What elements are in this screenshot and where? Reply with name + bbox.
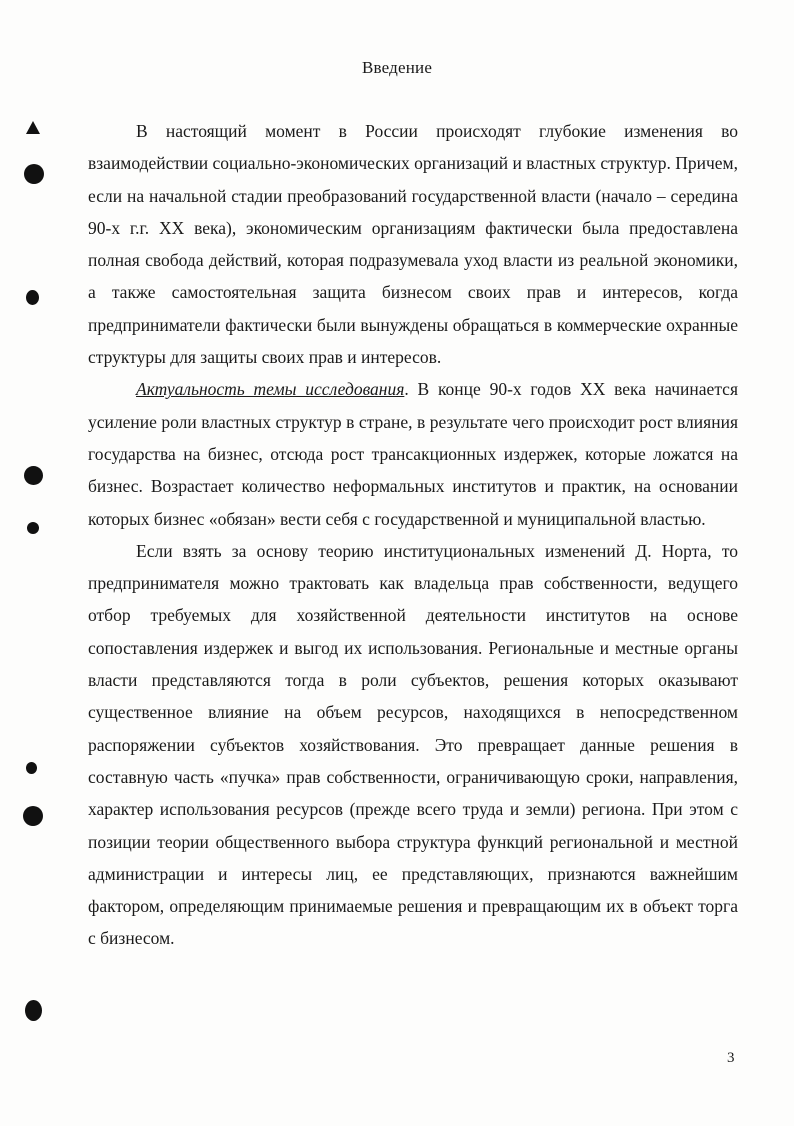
paragraph-1 (88, 115, 738, 373)
binding-mark-1 (26, 121, 40, 134)
paragraph-3 (88, 535, 738, 955)
binding-mark-2 (26, 290, 39, 305)
binding-hole-4 (25, 1000, 42, 1021)
page-title: Введение (361, 58, 433, 77)
paragraph-2 (88, 373, 738, 534)
paragraph-2-text: . В конце 90-х годов XX века начинается усиление роли властных структур в стране, в результате чего происходит рост влияния государства на бизнес, отсюда рост трансакционных издержек, которые ложатся на бизнес. Возрастает количество неформальных институтов и практик, на основании которых бизнес «обязан» вести себя с государственной и муниципальной властью. (88, 379, 738, 529)
relevance-heading: Актуальность темы исследования (136, 379, 405, 400)
paragraph-3-text: Если взять за основу теорию институциональных изменений Д. Норта, то предпринимателя можно трактовать как владельца прав собственности, ведущего отбор требуемых для хозяйственной деятельности институтов на основе сопоставления издержек и выгод их использования. Региональные и местные органы власти представляются тогда в роли субъектов, решения которых оказывают существенное влияние на объем ресурсов, находящихся в непосредственном распоряжении субъектов хозяйствования. Это превращает данные решения в составную часть «пучка» прав собственности, ограничивающую сроки, направления, характер использования ресурсов (прежде всего труда и земли) региона. При этом с позиции теории общественного выбора структура функций региональной и местной администрации и интересы лиц, ее представляющих, признаются важнейшим фактором, определяющим принимаемые решения и превращающим их в объект торга с бизнесом. (88, 540, 738, 949)
paragraph-1-text: В настоящий момент в России происходят глубокие изменения во взаимодействии социально-экономических организаций и властных структур. Причем, если на начальной стадии преобразований государственной власти (начало – середина 90-х г.г. XX века), экономическим организациям фактически была предоставлена полная свобода действий, которая подразумевала уход власти из реальной экономики, а также самостоятельная защита бизнесом своих прав и интересов, когда предприниматели фактически были вынуждены обращаться в коммерческие охранные структуры для защиты своих прав и интересов. (88, 121, 739, 368)
binding-mark-4 (26, 762, 37, 774)
body-text (88, 115, 738, 955)
binding-hole-3 (23, 806, 43, 826)
binding-hole-2 (24, 466, 43, 485)
page-number: 3 (727, 1050, 735, 1066)
binding-mark-3 (27, 522, 39, 534)
binding-hole-1 (24, 164, 44, 184)
